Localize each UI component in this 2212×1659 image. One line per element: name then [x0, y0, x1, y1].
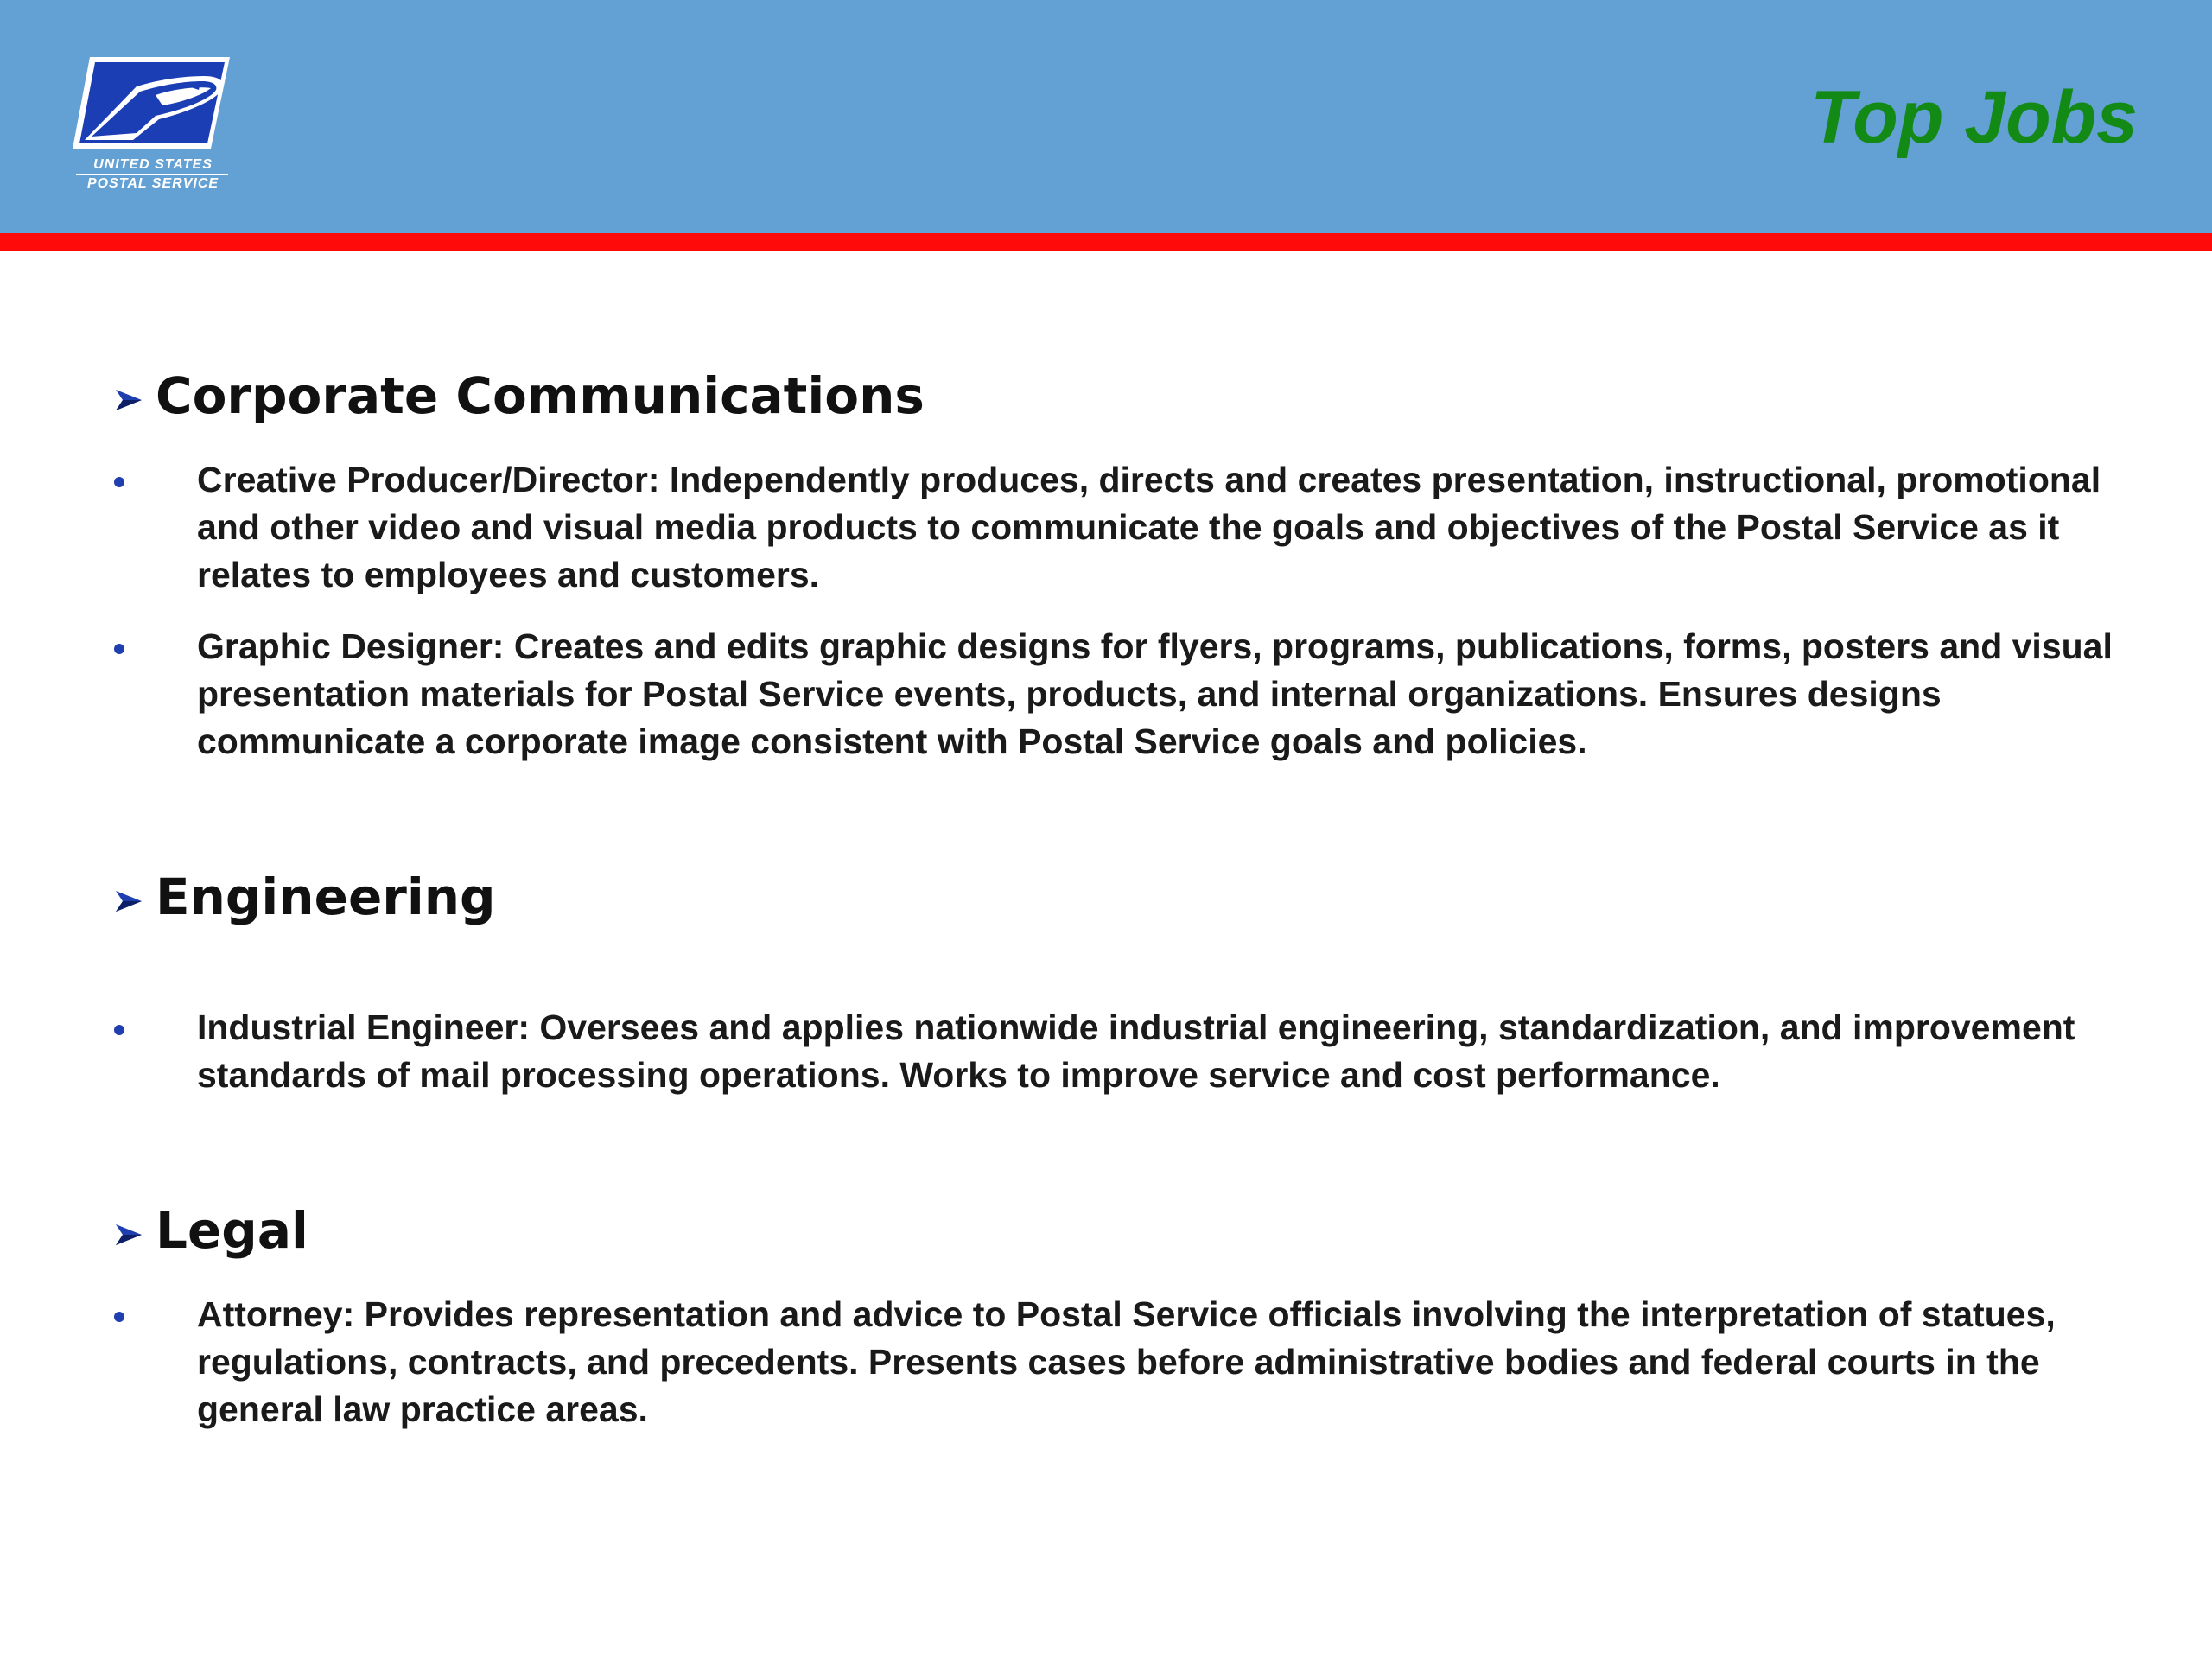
red-stripe: [0, 233, 2212, 251]
section-heading-text: Legal: [156, 1201, 308, 1260]
list-item-text: Attorney: Provides representation and advice to Postal Service officials involving the interpretation of statues, regulations, contracts, and precedents. Presents cases before administrative bodies and federal courts in the general law practice areas.: [197, 1294, 2056, 1429]
section-heading-engineering: [114, 867, 496, 927]
page-title: Top Jobs: [1809, 76, 2138, 159]
arrow-bullet-icon: [114, 888, 143, 914]
arrow-bullet-icon: [114, 387, 143, 413]
logo-line-1: UNITED STATES: [93, 157, 213, 172]
section-heading-text: Engineering: [156, 868, 496, 926]
section-heading-corporate-communications: [114, 365, 925, 426]
section-heading-text: Corporate Communications: [156, 366, 925, 425]
list-item-text: Creative Producer/Director: Independently produces, directs and creates presentation, instructional, promotional and other video and visual media products to communicate the goals and objectives of the Postal Service as it relates to employees and customers.: [197, 460, 2101, 594]
bullet-dot-icon: [114, 1312, 124, 1322]
bullet-dot-icon: [114, 477, 124, 487]
usps-logo: [73, 57, 233, 195]
bullet-dot-icon: [114, 1025, 124, 1035]
list-item-text: Graphic Designer: Creates and edits graphic designs for flyers, programs, publications, forms, posters and visual presentation materials for Postal Service events, products, and internal organizations. Ensures designs communicate a corporate image consistent with Postal Service goals and policies.: [197, 626, 2113, 761]
usps-eagle-logo-icon: [73, 57, 233, 154]
section-heading-legal: [114, 1200, 308, 1261]
list-item-text: Industrial Engineer: Oversees and applies nationwide industrial engineering, standardization, and improvement standards of mail processing operations. Works to improve service and cost performance.: [197, 1007, 2075, 1095]
logo-divider: [76, 174, 228, 175]
header-bar: [0, 0, 2212, 233]
logo-line-2: POSTAL SERVICE: [86, 176, 219, 191]
bullet-dot-icon: [114, 644, 124, 654]
arrow-bullet-icon: [114, 1222, 143, 1248]
